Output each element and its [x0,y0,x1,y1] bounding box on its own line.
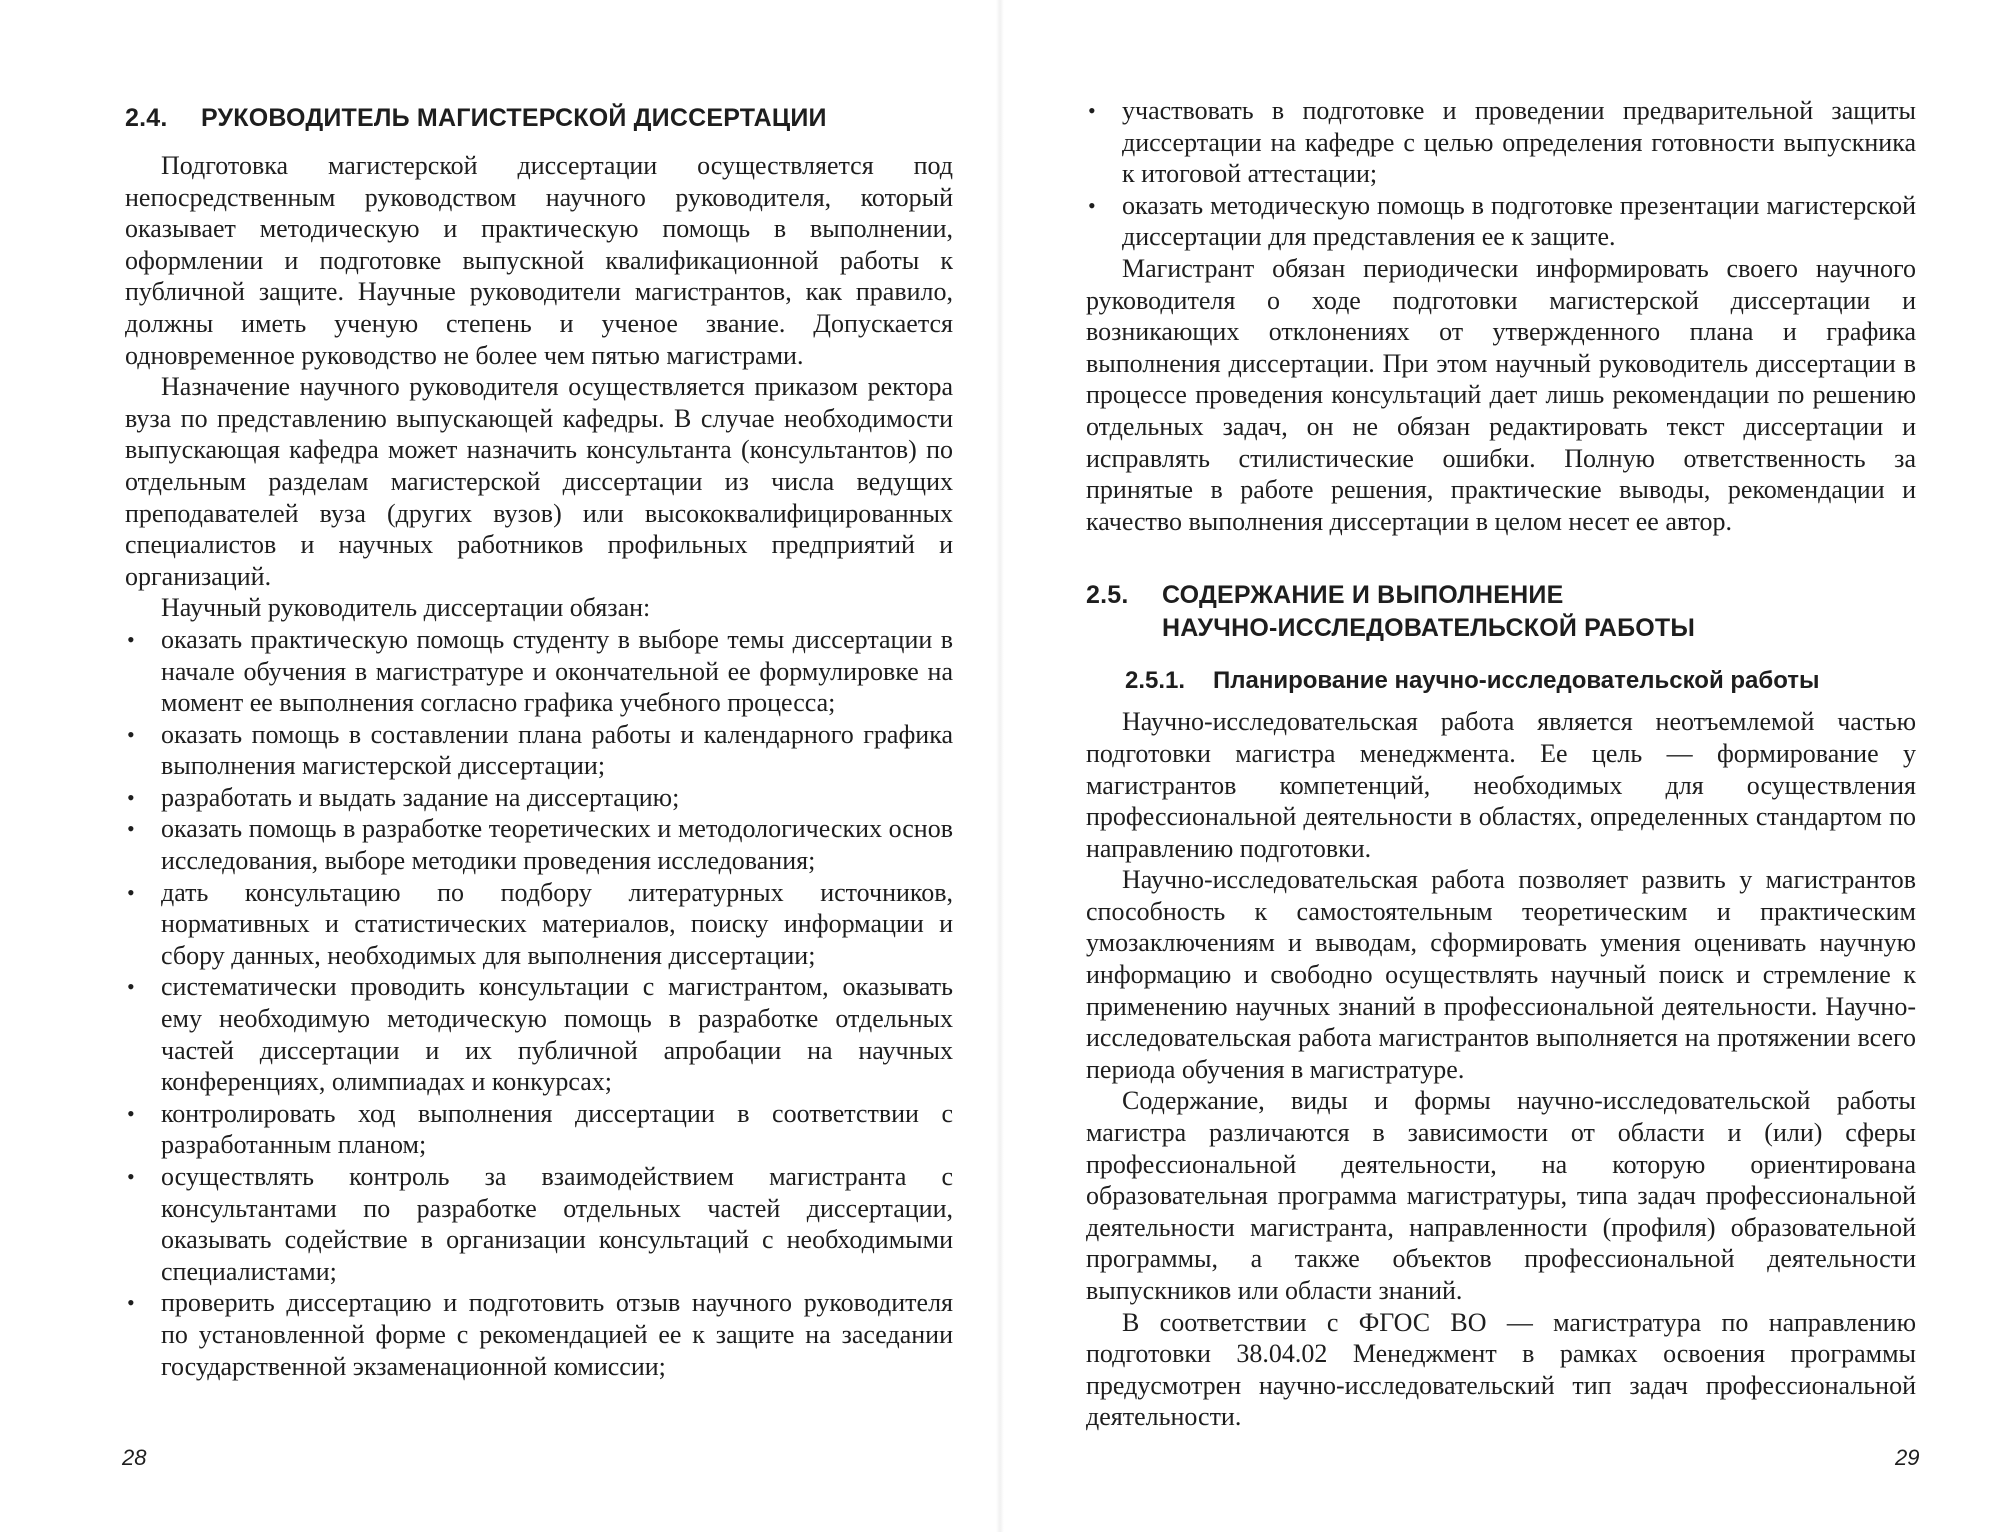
list-item: • оказать помощь в разработке теоретических и методологических основ исследования, выборе методики проведения исследования; [127,814,953,876]
duties-list [125,624,953,1382]
section-title-line2: НАУЧНО-ИССЛЕДОВАТЕЛЬСКОЙ РАБОТЫ [1162,614,1696,643]
bullet-icon: • [127,721,135,747]
bullet-icon: • [1088,192,1096,218]
paragraph: Научно-исследовательская работа является неотъемлемой частью подготовки магистра менеджмента. Ее цель — формирование у магистрантов компетенций, необходимых для осуществления профессиональной деятельности в областях, определенных стандартом по направлению подготовки. [1086,707,1916,863]
bullet-icon: • [127,879,135,905]
list-item: • оказать помощь в составлении плана работы и календарного графика выполнения магистерской диссертации; [127,719,953,781]
bullet-icon: • [127,1100,135,1126]
section-heading [125,102,953,135]
list-item: • дать консультацию по подбору литературных источников, нормативных и статистических материалов, поиску информации и сбору данных, необходимых для выполнения диссертации; [127,877,953,970]
list-item: • систематически проводить консультации с магистрантом, оказывать ему необходимую методическую помощь в разработке отдельных частей диссертации и их публичной апробации на научных конференциях, олимпиадах и конкурсах; [127,972,953,1097]
list-item: • оказать методическую помощь в подготовке презентации магистерской диссертации для представления ее к защите. [1088,190,1916,252]
page-number: 29 [1895,1445,1920,1470]
bullet-icon: • [127,626,135,652]
paragraph: Магистрант обязан периодически информировать своего научного руководителя о ходе подготовки магистерской диссертации и возникающих отклонениях от утвержденного плана и графика выполнения диссертации. При этом научный руководитель диссертации в процессе проведения консультаций дает лишь рекомендации по решению отдельных задач, он не обязан редактировать текст диссертации и исправлять стилистические ошибки. Полную ответственность за принятые в работе решения, практические выводы, рекомендации и качество выполнения диссертации в целом несет ее автор. [1086,253,1916,536]
duties-list-continued [1086,95,1916,253]
section-title [1162,579,1916,645]
list-item: • разработать и выдать задание на диссертацию; [127,782,680,812]
bullet-icon: • [127,1164,135,1189]
bullet-icon: • [127,816,135,842]
paragraph: В соответствии с ФГОС ВО — магистратура по направлению подготовки 38.04.02 Менеджмент в рамках освоения программы предусмотрен научно-исследовательский тип задач профессиональной деятельности. [1086,1307,1916,1432]
left-body [125,150,953,1382]
section-title: РУКОВОДИТЕЛЬ МАГИСТЕРСКОЙ ДИССЕРТАЦИИ [201,104,827,132]
list-item: • контролировать ход выполнения диссертации в соответствии с разработанным планом; [127,1098,953,1160]
paragraph: Научный руководитель диссертации обязан: [161,593,651,623]
bullet-icon: • [127,974,135,1000]
list-item: • участвовать в подготовке и проведении предварительной защиты диссертации на кафедре с целью определения готовности выпускника к итоговой аттестации; [1088,96,1916,189]
page-number: 28 [122,1445,147,1470]
bullet-icon: • [127,784,135,810]
left-page-content [125,0,953,1382]
list-item: • оказать практическую помощь студенту в выборе темы диссертации в начале обучения в магистратуре и окончательной ее формулировке на момент ее выполнения согласно графика учебного процесса; [127,624,953,718]
section-title-line1: СОДЕРЖАНИЕ И ВЫПОЛНЕНИЕ [1162,581,1564,610]
paragraph: Содержание, виды и формы научно-исследовательской работы магистра различаются в зависимости от области и (или) сферы профессиональной деятельности, на которую ориентирована образовательная программа магистратуры, типа задач профессиональной деятельности магистранта, направленности (профиля) образовательной программы, а также объектов профессиональной деятельности выпускников или области знаний. [1086,1086,1916,1305]
paragraph: Научно-исследовательская работа позволяет развить у магистрантов способность к самостоятельным теоретическим и практическим умозаключениям и выводам, сформировать умения оценивать научную информацию и свободно осуществлять научный поиск и стремление к применению научных знаний в профессиональной деятельности. Научно-исследовательская работа магистрантов выполняется на протяжении всего периода обучения в магистратуре. [1086,865,1916,1084]
subsection-heading [1125,665,1916,696]
section-number: 2.4. [125,104,168,132]
section-heading [1086,579,1916,645]
list-item: • проверить диссертацию и подготовить отзыв научного руководителя по установленной форме с рекомендацией ее к защите на заседании государственной экзаменационной комиссии; [127,1288,953,1381]
bullet-icon: • [127,1290,135,1316]
subsection-number: 2.5.1. [1125,667,1186,695]
right-page-content [1086,0,1916,1433]
right-page [1000,0,2000,1532]
section-number: 2.5. [1086,581,1129,610]
bullet-icon: • [1088,98,1096,123]
paragraph: Подготовка магистерской диссертации осуществляется под непосредственным руководством научного руководителя, который оказывает методическую и практическую помощь в выполнении, оформлении и подготовке выпускной квалификационной работы к публичной защите. Научные руководители магистрантов, как правило, должны иметь ученую степень и ученое звание. Допускается одновременное руководство не более чем пятью магистрами. [125,151,953,370]
paragraph: Назначение научного руководителя осуществляется приказом ректора вуза по представлению выпускающей кафедры. В случае необходимости выпускающая кафедра может назначить консультанта (консультантов) по отдельным разделам магистерской диссертации из числа ведущих преподавателей вуза (других вузов) или высококвалифицированных специалистов и научных работников профильных предприятий и организаций. [125,372,953,591]
subsection-title: Планирование научно-исследовательской работы [1213,667,1820,695]
list-item: • осуществлять контроль за взаимодействием магистранта с консультантами по разработке отдельных частей диссертации, оказывать содействие в организации консультаций с необходимыми специалистами; [127,1162,953,1286]
